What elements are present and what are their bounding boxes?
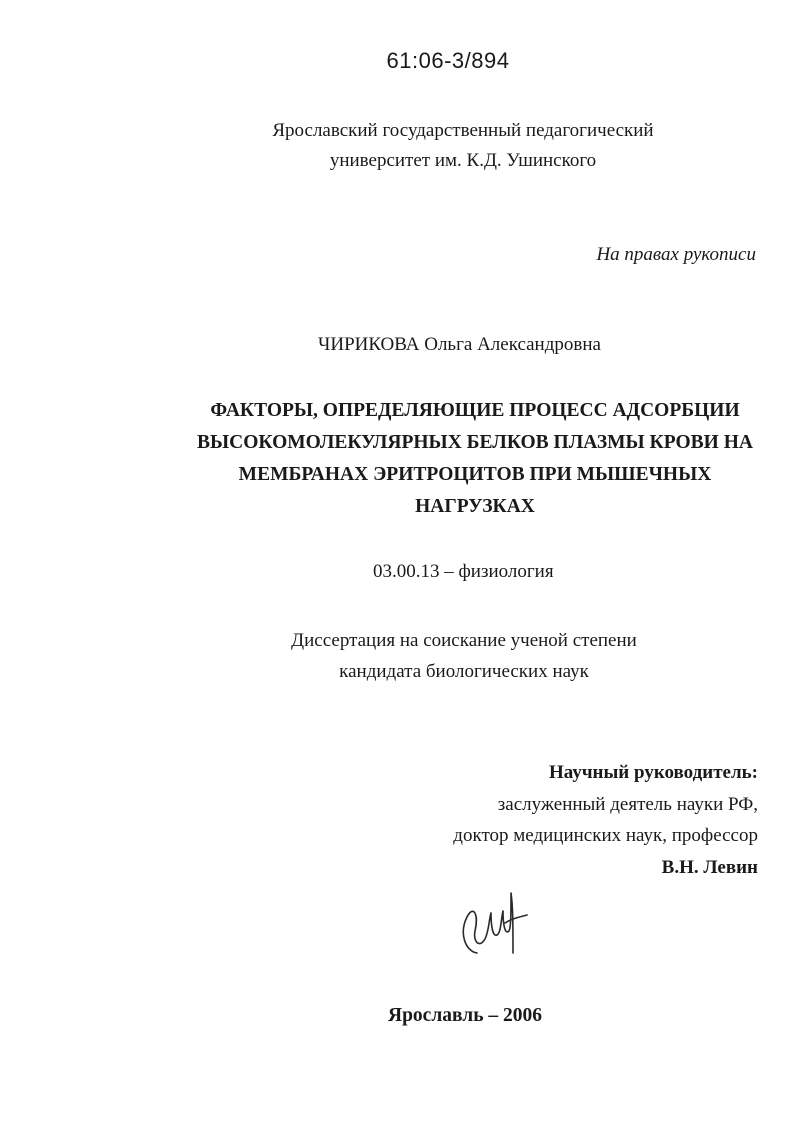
supervisor-title-1: заслуженный деятель науки РФ, [497, 793, 758, 815]
supervisor-title-2: доктор медицинских наук, профессор [453, 825, 758, 846]
specialty-code: 03.00.13 – физиология [373, 561, 554, 582]
dissertation-title [150, 395, 798, 523]
author-name: ЧИРИКОВА Ольга Александровна [318, 334, 601, 355]
institution-line-2: университет им. К.Д. Ушинского [329, 150, 597, 171]
institution-line-1: Ярославский государственный педагогический [272, 120, 654, 141]
supervisor-heading: Научный руководитель: [549, 762, 758, 783]
title-line-3: МЕМБРАНАХ ЭРИТРОЦИТОВ ПРИ МЫШЕЧНЫХ [238, 464, 712, 485]
supervisor-name: В.Н. Левин [661, 856, 758, 878]
supervisor-block [453, 757, 758, 883]
signature-icon [455, 883, 535, 963]
institution-name [0, 116, 798, 176]
rights-note: На правах рукописи [596, 244, 756, 265]
city-year: Ярославль – 2006 [388, 1005, 543, 1026]
title-line-2: ВЫСОКОМОЛЕКУЛЯРНЫХ БЕЛКОВ ПЛАЗМЫ КРОВИ НА [197, 432, 753, 453]
degree-line-1: Диссертация на соискание ученой степени [291, 630, 637, 651]
degree-statement [0, 625, 798, 687]
title-line-4: НАГРУЗКАХ [415, 496, 535, 517]
catalog-code: 61:06-3/894 [386, 48, 510, 73]
title-line-1: ФАКТОРЫ, ОПРЕДЕЛЯЮЩИЕ ПРОЦЕСС АДСОРБЦИИ [210, 400, 740, 421]
degree-line-2: кандидата биологических наук [339, 661, 589, 682]
